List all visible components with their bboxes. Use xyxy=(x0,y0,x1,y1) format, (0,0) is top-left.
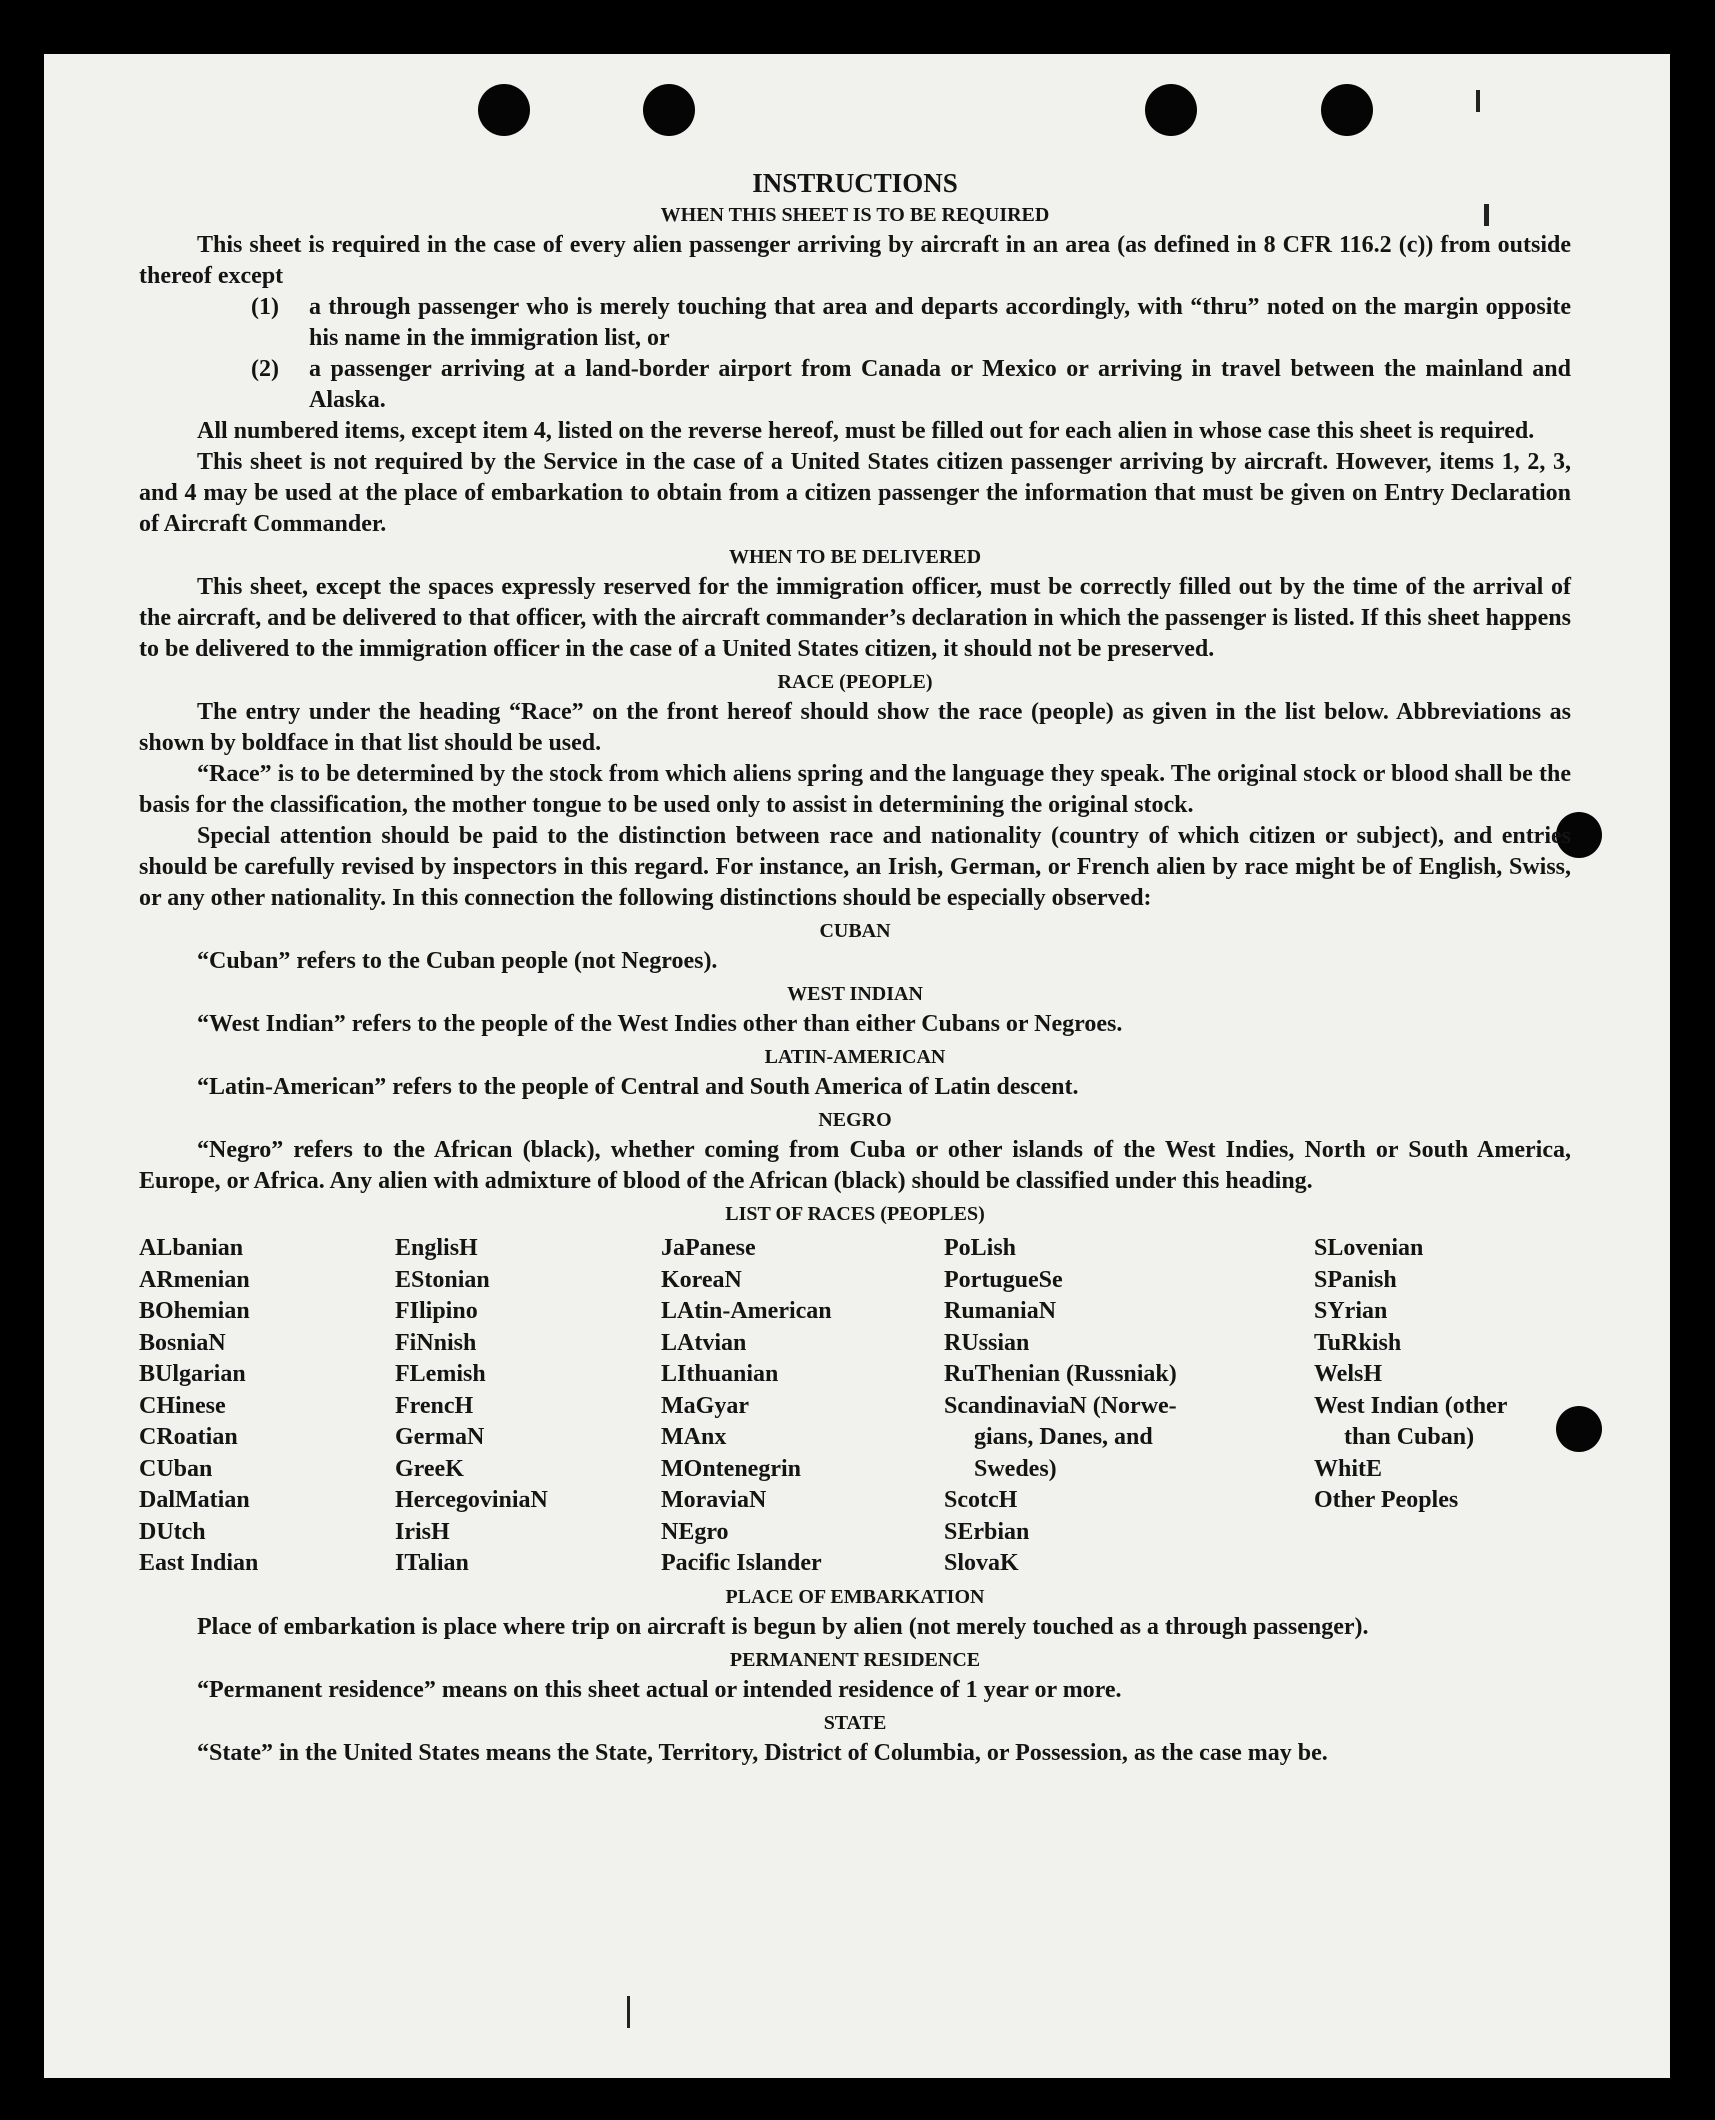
latin-american-text: “Latin-American” refers to the people of Central and South America of Latin descent. xyxy=(197,1074,1079,1100)
item-number: (1) xyxy=(251,294,279,320)
race-list-item: CHinese xyxy=(139,1392,226,1419)
race-list-item: ITalian xyxy=(395,1550,469,1576)
race-list-item: DalMatian xyxy=(139,1487,250,1513)
race-list-item: BUlgarian xyxy=(139,1361,246,1387)
race-list-item: Other Peoples xyxy=(1314,1487,1459,1513)
heading-latin-american: LATIN-AMERICAN xyxy=(764,1046,946,1068)
race-list-column xyxy=(661,1233,944,1580)
race-list-item: EnglisH xyxy=(395,1235,478,1261)
exception-item xyxy=(251,354,1571,416)
race-list-item: ScotcH xyxy=(944,1487,1018,1513)
item-text: a through passenger who is merely touching that area and departs accordingly, with “thru” noted on the margin opposite his name in the immigration list, or xyxy=(309,294,1571,351)
heading-list-of-races: LIST OF RACES (PEOPLES) xyxy=(725,1203,985,1225)
race-list-item: HercegoviniaN xyxy=(395,1487,548,1513)
race-list-item: ScandinaviaN (Norwe- xyxy=(944,1392,1177,1419)
race-list-item: MoraviaN xyxy=(661,1487,767,1513)
race-list-item: CRoatian xyxy=(139,1424,238,1450)
race-list-item: SPanish xyxy=(1314,1266,1397,1293)
heading-permanent-residence: PERMANENT RESIDENCE xyxy=(729,1648,981,1671)
race-list-column xyxy=(395,1233,661,1580)
race-list-table xyxy=(139,1233,1571,1580)
race-paragraph-2: “Race” is to be determined by the stock from which aliens spring and the language they speak. The original stock or blood shall be the basis for the classification, the mother tongue to be used only to assist in determining the original stock. xyxy=(139,761,1571,818)
instructions-content xyxy=(139,166,1571,1769)
speck-mark xyxy=(627,1996,630,2028)
race-list-item: MAnx xyxy=(661,1424,727,1450)
speck-mark xyxy=(1476,90,1480,112)
race-list-item: Pacific Islander xyxy=(661,1550,822,1576)
race-list-item: FLemish xyxy=(395,1361,486,1387)
state-text: “State” in the United States means the State, Territory, District of Columbia, or Possession, as the case may be. xyxy=(197,1739,1328,1766)
heading-place-of-embarkation: PLACE OF EMBARKATION xyxy=(725,1585,985,1608)
heading-state: STATE xyxy=(823,1711,887,1734)
race-list-item: NEgro xyxy=(661,1518,729,1545)
race-list-item: East Indian xyxy=(139,1550,259,1576)
numbered-items-paragraph: All numbered items, except item 4, listed on the reverse hereof, must be filled out for each alien in whose case this sheet is required. xyxy=(197,418,1535,444)
race-list-column xyxy=(1314,1233,1564,1580)
race-list-item: MOntenegrin xyxy=(661,1455,801,1482)
race-list-item: PortugueSe xyxy=(944,1266,1063,1293)
race-list-item: BOhemian xyxy=(139,1298,250,1324)
place-of-embarkation-text: Place of embarkation is place where trip on aircraft is begun by alien (not merely touched as a through passenger). xyxy=(197,1613,1369,1640)
heading-west-indian: WEST INDIAN xyxy=(787,983,923,1005)
document-sheet xyxy=(44,54,1670,2078)
race-list-item: West Indian (other xyxy=(1314,1392,1508,1419)
race-list-item: BosniaN xyxy=(139,1329,226,1356)
race-paragraph-3: Special attention should be paid to the distinction between race and nationality (country of which citizen or subject), and entries should be carefully revised by inspectors in this regard. For instance, an Irish, German, or French alien by race might be of English, Swiss, or any other nationality. In this connection the following distinctions should be especially observed: xyxy=(139,823,1571,911)
cuban-text: “Cuban” refers to the Cuban people (not Negroes). xyxy=(197,948,718,974)
heading-cuban: CUBAN xyxy=(819,920,891,942)
race-list-item: FrencH xyxy=(395,1392,474,1419)
punch-hole xyxy=(1321,84,1373,136)
race-list-item: RuThenian (Russniak) xyxy=(944,1361,1177,1387)
race-list-item: PoLish xyxy=(944,1235,1017,1261)
punch-hole xyxy=(1145,84,1197,136)
when-required-intro: This sheet is required in the case of every alien passenger arriving by aircraft in an area (as defined in 8 CFR 116.2 (c)) from outside thereof except xyxy=(139,232,1571,289)
negro-text: “Negro” refers to the African (black), whether coming from Cuba or other islands of the West Indies, North or South America, Europe, or Africa. Any alien with admixture of blood of the African (black) should be classified under this heading. xyxy=(139,1137,1571,1194)
permanent-residence-text: “Permanent residence” means on this sheet actual or intended residence of 1 year or more. xyxy=(197,1676,1122,1703)
when-delivered-text: This sheet, except the spaces expressly reserved for the immigration officer, must be correctly filled out by the time of the arrival of the aircraft, and be delivered to that officer, with the aircraft commander’s declaration in which the passenger is listed. If this sheet happens to be delivered to the immigration officer in the case of a United States citizen, it should not be preserved. xyxy=(139,574,1571,662)
item-text: a passenger arriving at a land-border airport from Canada or Mexico or arriving in travel between the mainland and Alaska. xyxy=(309,356,1571,413)
race-list-item: EStonian xyxy=(395,1266,490,1293)
page-title: INSTRUCTIONS xyxy=(752,168,958,198)
punch-hole xyxy=(478,84,530,136)
race-list-item: GermaN xyxy=(395,1424,485,1450)
race-list-item: WelsH xyxy=(1314,1361,1383,1387)
heading-negro: NEGRO xyxy=(818,1109,892,1131)
race-list-item: FIlipino xyxy=(395,1298,478,1324)
race-list-item: ALbanian xyxy=(139,1235,244,1261)
punch-hole xyxy=(643,84,695,136)
race-list-item: WhitE xyxy=(1314,1455,1383,1482)
race-list-item: RumaniaN xyxy=(944,1298,1057,1324)
race-list-item: SlovaK xyxy=(944,1550,1019,1576)
heading-race: RACE (PEOPLE) xyxy=(777,671,933,693)
heading-when-delivered: WHEN TO BE DELIVERED xyxy=(728,546,982,568)
citizen-paragraph: This sheet is not required by the Service in the case of a United States citizen passenger arriving by aircraft. However, items 1, 2, 3, and 4 may be used at the place of embarkation to obtain from a citizen passenger the information that must be given on Entry Declaration of Aircraft Commander. xyxy=(139,449,1571,537)
race-list-item: ARmenian xyxy=(139,1266,250,1293)
race-list-item: gians, Danes, and xyxy=(974,1424,1153,1450)
race-list-item: DUtch xyxy=(139,1518,206,1545)
race-list-item: GreeK xyxy=(395,1455,464,1482)
race-list-item: than Cuban) xyxy=(1344,1424,1475,1450)
race-list-item: CUban xyxy=(139,1455,213,1482)
race-list-column xyxy=(944,1233,1314,1580)
race-list-item: SYrian xyxy=(1314,1298,1388,1324)
race-paragraph-1: The entry under the heading “Race” on the front hereof should show the race (people) as given in the list below. Abbreviations as shown by boldface in that list should be used. xyxy=(139,699,1571,756)
race-list-item: LAtvian xyxy=(661,1329,747,1356)
race-list-item: FiNnish xyxy=(395,1329,477,1356)
race-list-item: MaGyar xyxy=(661,1392,749,1419)
race-list-item: LIthuanian xyxy=(661,1361,779,1387)
race-list-column xyxy=(139,1233,395,1580)
race-list-item: SLovenian xyxy=(1314,1235,1424,1261)
race-list-item: TuRkish xyxy=(1314,1329,1402,1356)
heading-when-required: WHEN THIS SHEET IS TO BE REQUIRED xyxy=(660,204,1050,226)
item-number: (2) xyxy=(251,356,279,382)
west-indian-text: “West Indian” refers to the people of the West Indies other than either Cubans or Negroes. xyxy=(197,1011,1123,1037)
race-list-item: LAtin-American xyxy=(661,1298,832,1324)
race-list-item: RUssian xyxy=(944,1329,1030,1356)
exception-item xyxy=(251,292,1571,354)
race-list-item: SErbian xyxy=(944,1518,1030,1545)
race-list-item: IrisH xyxy=(395,1518,450,1545)
race-list-item: JaPanese xyxy=(661,1235,756,1261)
race-list-item: Swedes) xyxy=(974,1455,1057,1482)
race-list-item: KoreaN xyxy=(661,1266,742,1293)
